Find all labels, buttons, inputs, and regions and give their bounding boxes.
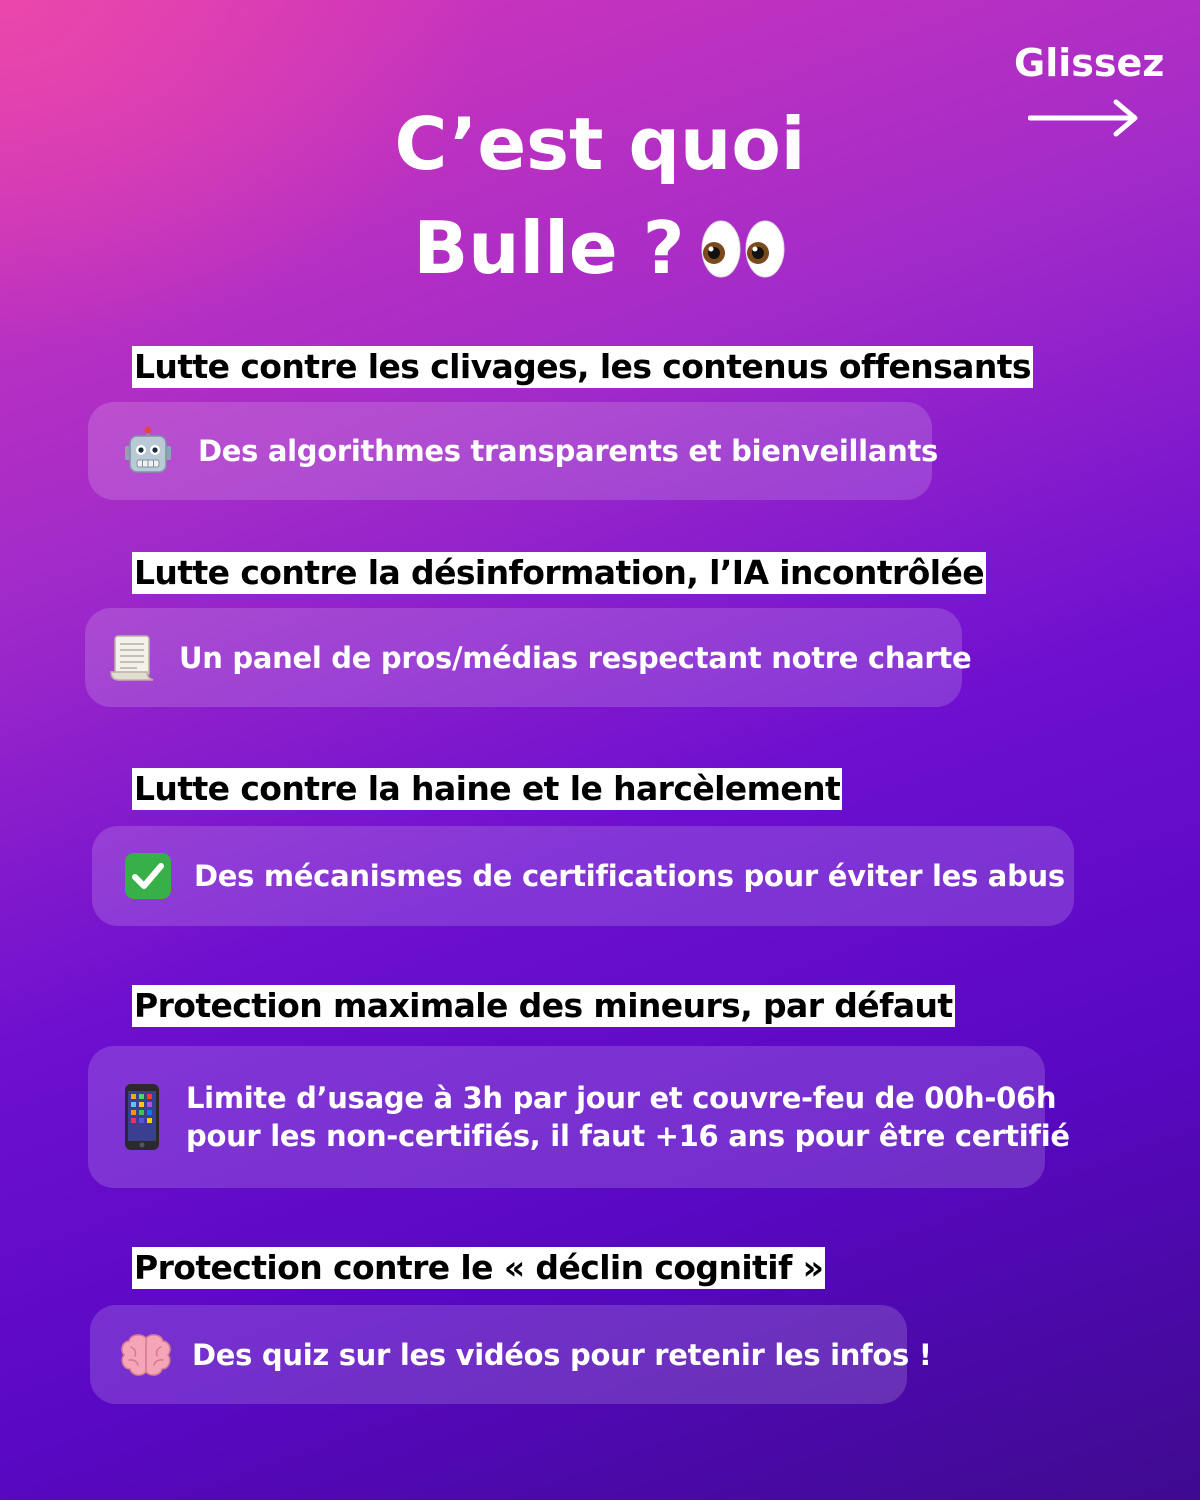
card-certifications (92, 826, 1074, 926)
heading-declin: Protection contre le « déclin cognitif » (134, 1248, 824, 1287)
heading-mineurs: Protection maximale des mineurs, par défaut (134, 986, 953, 1025)
card-text: Des mécanismes de certifications pour éviter les abus (194, 859, 1065, 893)
eyes-icon (699, 219, 787, 279)
card-text: Des quiz sur les vidéos pour retenir les infos ! (192, 1337, 932, 1372)
swipe-label: Glissez (1014, 41, 1165, 85)
card-text-line-1: Limite d’usage à 3h par jour et couvre-feu de 00h-06h (186, 1081, 1057, 1115)
card-panel (85, 608, 972, 707)
card-text-line-2: pour les non-certifiés, il faut +16 ans pour être certifié (186, 1119, 1070, 1153)
scroll-icon (103, 628, 163, 688)
robot-icon (118, 421, 178, 481)
heading-desinformation: Lutte contre la désinformation, l’IA incontrôlée (134, 553, 985, 592)
card-quiz (90, 1305, 932, 1404)
page-title (0, 92, 1200, 300)
card-limite-usage (88, 1046, 1070, 1188)
card-text: Un panel de pros/médias respectant notre charte (179, 640, 972, 675)
card-text: Des algorithmes transparents et bienveillants (198, 434, 938, 468)
heading-haine: Lutte contre la haine et le harcèlement (134, 769, 841, 808)
card-text (186, 1079, 1070, 1155)
title-line-2: Bulle ? (0, 196, 1200, 300)
heading-clivages: Lutte contre les clivages, les contenus offensants (134, 347, 1031, 386)
card-algorithmes (88, 402, 938, 500)
title-line-1: C’est quoi (394, 102, 806, 186)
mobile-phone-icon (112, 1077, 172, 1157)
check-mark-icon (118, 846, 178, 906)
brain-icon (116, 1325, 176, 1385)
